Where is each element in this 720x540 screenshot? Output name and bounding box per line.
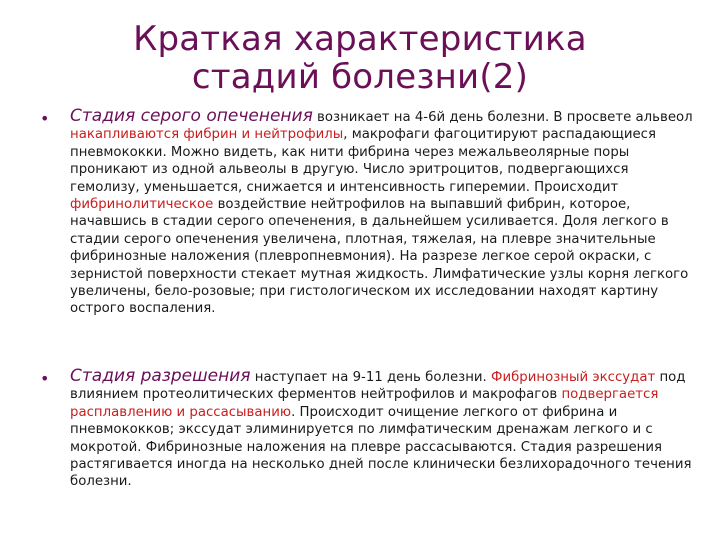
title-line-1: Краткая характеристика bbox=[133, 19, 587, 59]
bullet-dot-icon: • bbox=[40, 369, 50, 388]
bullet-resolution bbox=[40, 368, 695, 491]
bullet-gray-hepatization bbox=[40, 108, 695, 318]
highlight-text: подвергается расплавлению и рассасыванию bbox=[70, 387, 659, 420]
bullet-dot-icon: • bbox=[40, 109, 50, 128]
bullet-text-part: наступает на 9-11 день болезни. bbox=[250, 370, 491, 385]
bullet-text-part: под влиянием протеолитических ферментов нейтрофилов и макрофагов bbox=[70, 370, 686, 403]
bullet-lead: Стадия серого опеченения bbox=[70, 106, 313, 126]
bullet-text-part: . Происходит очищение легкого от фибрина и пневмококков; экссудат элиминируется по лимфатическим дренажам легкого и с мокротой. Фибринозные наложения на плевре рассасываются. Стадия разрешения растягивается иногда на несколько дней после клинически безлихорадочного течения болезни. bbox=[70, 404, 692, 490]
highlight-text: накапливаются фибрин и нейтрофилы bbox=[70, 127, 344, 143]
title-line-2: стадий болезни(2) bbox=[191, 57, 529, 97]
bullet-text bbox=[70, 368, 695, 491]
bullet-text bbox=[70, 108, 695, 318]
bullet-text-part: возникает на 4-6й день болезни. В просвете альвеол bbox=[312, 110, 693, 125]
highlight-text: Фибринозный экссудат bbox=[491, 370, 656, 385]
highlight-text: фибринолитическое bbox=[70, 197, 214, 213]
bullet-lead: Стадия разрешения bbox=[70, 366, 251, 386]
bullet-text-part: воздействие нейтрофилов на выпавший фибрин, которое, начавшись в стадии серого опеченения, в дальнейшем усиливается. Доля легкого в стадии серого опеченения увеличена, плотная, тяжелая, на плевре значительные фибринозные наложения (плевропневмония). На разрезе легкое серой окраски, с зернистой поверхности стекает мутная жидкость. Лимфатические узлы корня легкого увеличены, бело-розовые; при гистологическом их исследовании находят картину острого воспаления. bbox=[70, 197, 689, 317]
bullet-text-part: , макрофаги фагоцитируют распадающиеся пневмококки. Можно видеть, как нити фибрина через межальвеолярные поры проникают из одной альвеолы в другую. Число эритроцитов, подвергающихся гемолизу, уменьшается, снижается и интенсивность гиперемии. Происходит bbox=[70, 127, 656, 195]
slide-title bbox=[60, 20, 660, 96]
